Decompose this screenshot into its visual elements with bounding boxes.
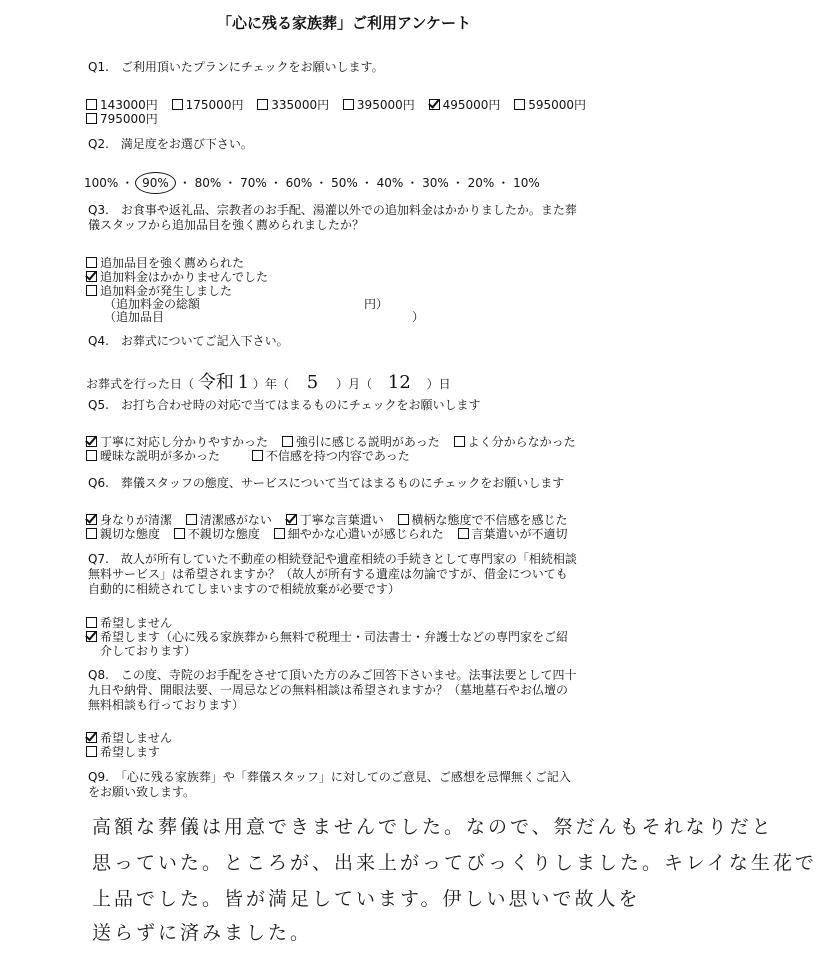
q5-option-distrust[interactable]: 不信感を持つ内容であった <box>252 449 410 463</box>
q1-option-175000[interactable]: 175000円 <box>172 98 244 112</box>
q3-checkbox-extra-charged[interactable] <box>86 285 97 296</box>
q2-level-100[interactable]: 100% <box>84 176 119 190</box>
q5-checkbox-vague[interactable] <box>86 450 97 461</box>
q8-option-decline[interactable]: 希望しません <box>86 729 172 746</box>
q8-checkbox-request[interactable] <box>86 746 97 757</box>
q1-checkbox-175000[interactable] <box>172 99 183 110</box>
q5-checkbox-polite[interactable] <box>86 436 97 447</box>
q8-checkbox-decline[interactable] <box>86 732 97 743</box>
q4-year-label: ）年（ <box>252 377 289 391</box>
q5-option-vague[interactable]: 曖昧な説明が多かった <box>86 449 220 463</box>
q8-option-request[interactable]: 希望します <box>86 743 160 760</box>
q1-option-395000[interactable]: 395000円 <box>343 98 415 112</box>
q1-checkbox-335000[interactable] <box>257 99 268 110</box>
q3-question-line2: 儀スタッフから追加品目を強く薦められましたか？ <box>88 218 365 232</box>
q5-checkbox-unclear[interactable] <box>454 436 465 447</box>
q2-level-90-selected[interactable]: 90% <box>135 172 176 194</box>
q4-day-input[interactable]: 12 <box>387 372 411 393</box>
q2-question: Q2. 満足度をお選び下さい。 <box>88 137 253 151</box>
q6-checkbox-considerate[interactable] <box>274 528 285 539</box>
q4-month-label: ）月（ <box>336 377 373 391</box>
q6-checkbox-clean[interactable] <box>86 514 97 525</box>
q3-option-no-extra[interactable]: 追加料金はかかりませんでした <box>86 268 268 285</box>
q3-option-extra-charged[interactable]: 追加料金が発生しました <box>86 282 232 299</box>
q6-option-clean[interactable]: 身なりが清潔 <box>86 513 172 527</box>
q4-year-input[interactable]: 1 <box>237 372 250 393</box>
q4-day-label: ）日 <box>426 377 451 391</box>
q5-checkbox-distrust[interactable] <box>252 450 263 461</box>
q9-answer-line2[interactable]: 思っていた。ところが、出来上がってびっくりしました。キレイな生花で <box>92 852 817 874</box>
q1-checkbox-595000[interactable] <box>514 99 525 110</box>
q6-question: Q6. 葬儀スタッフの態度、サービスについて当てはまるものにチェックをお願いします <box>88 476 565 490</box>
q1-option-595000[interactable]: 595000円 <box>514 98 586 112</box>
q2-level-70[interactable]: 70% <box>240 176 267 190</box>
q2-satisfaction-scale: 100% ・ 90% ・ 80% ・ 70% ・ 60% ・ 50% ・ 40% ・ 30% ・ 20% ・ 10% <box>84 174 543 191</box>
q4-question: Q4. お葬式についてご記入下さい。 <box>88 334 289 348</box>
q6-checkbox-arrogant[interactable] <box>398 514 409 525</box>
q6-options-row2 <box>86 525 578 542</box>
q9-answer-line3[interactable]: 上品でした。皆が満足しています。伊しい思いで故人を <box>92 888 641 910</box>
q2-level-20[interactable]: 20% <box>467 176 495 190</box>
q7-checkbox-decline[interactable] <box>86 617 97 628</box>
q6-option-unclean[interactable]: 清潔感がない <box>186 513 272 527</box>
q3-items-close: ） <box>412 310 425 324</box>
q4-era-input[interactable]: 令和 <box>197 372 234 393</box>
q6-option-considerate[interactable]: 細やかな心遣いが感じられた <box>274 527 444 541</box>
q7-question-line3: 自動的に相続されてしまいますので相続放棄が必要です） <box>88 582 401 596</box>
q2-level-10[interactable]: 10% <box>513 176 540 190</box>
q8-question-line1: Q8. この度、寺院のお手配をさせて頂いた方のみご回答下さいませ。法事法要として四十 <box>88 668 577 682</box>
q6-option-polite-speech[interactable]: 丁寧な言葉遣い <box>286 513 384 527</box>
survey-title: 「心に残る家族葬」ご利用アンケート <box>216 14 472 32</box>
q6-option-improper-speech[interactable]: 言葉遣いが不適切 <box>458 527 568 541</box>
q3-total-unit: 円） <box>364 297 389 311</box>
q7-option-request[interactable]: 希望します（心に残る家族葬から無料で税理士・司法書士・弁護士などの専門家をご紹 <box>86 628 568 645</box>
q1-option-495000[interactable]: 495000円 <box>429 98 501 112</box>
q1-question: Q1. ご利用頂いたプランにチェックをお願いします。 <box>88 60 384 74</box>
q9-question-line1: Q9. 「心に残る家族葬」や「葬儀スタッフ」に対してのご意見、ご感想を忌憚無くご記入 <box>88 770 571 784</box>
q7-checkbox-request[interactable] <box>86 631 97 642</box>
q1-option-143000[interactable]: 143000円 <box>86 98 158 112</box>
q1-option-335000[interactable]: 335000円 <box>257 98 329 112</box>
q2-level-80[interactable]: 80% <box>194 176 222 190</box>
q3-checkbox-recommended[interactable] <box>86 257 97 268</box>
q4-date-row <box>86 368 451 394</box>
q3-total-label: （追加料金の総額 <box>104 297 201 311</box>
q4-month-input[interactable]: 5 <box>306 372 319 393</box>
q9-answer-line1[interactable]: 高額な葬儀は用意できませんでした。なので、祭だんもそれなりだと <box>92 816 774 838</box>
q6-checkbox-kind[interactable] <box>86 528 97 539</box>
q5-option-polite[interactable]: 丁寧に対応し分かりやすかった <box>86 435 268 449</box>
q1-option-795000[interactable]: 795000円 <box>86 112 158 126</box>
q4-date-label: お葬式を行った日（ <box>86 377 195 391</box>
q1-checkbox-495000[interactable] <box>429 99 440 110</box>
q1-checkbox-143000[interactable] <box>86 99 97 110</box>
q8-question-line2: 九日や納骨、開眼法要、一周忌などの無料相談は希望されますか？（墓地墓石やお仏壇の <box>88 683 569 697</box>
q3-items-label: （追加品目 <box>104 310 165 324</box>
q7-option-request-cont: 介しております） <box>100 644 197 658</box>
q9-answer-line4[interactable]: 送らずに済みました。 <box>92 922 313 944</box>
q6-option-kind[interactable]: 親切な態度 <box>86 527 160 541</box>
q6-checkbox-unclean[interactable] <box>186 514 197 525</box>
q5-options-row2 <box>86 447 420 464</box>
q5-question: Q5. お打ち合わせ時の対応で当てはまるものにチェックをお願いします <box>88 398 481 412</box>
q2-level-60[interactable]: 60% <box>285 176 313 190</box>
q6-option-unkind[interactable]: 不親切な態度 <box>174 527 260 541</box>
q2-level-50[interactable]: 50% <box>331 176 358 190</box>
q5-checkbox-pushy[interactable] <box>282 436 293 447</box>
q7-question-line2: 無料サービス」は希望されますか？（故人が所有する遺産は勿論ですが、借金についても <box>88 567 568 581</box>
q6-checkbox-unkind[interactable] <box>174 528 185 539</box>
q7-question-line1: Q7. 故人が所有していた不動産の相続登記や遺産相続の手続きとして専門家の「相続相談 <box>88 552 577 566</box>
q6-option-arrogant[interactable]: 横柄な態度で不信感を感じた <box>398 513 568 527</box>
q2-level-30[interactable]: 30% <box>422 176 449 190</box>
q6-checkbox-improper-speech[interactable] <box>458 528 469 539</box>
q3-checkbox-no-extra[interactable] <box>86 271 97 282</box>
q2-level-40[interactable]: 40% <box>376 176 404 190</box>
q8-question-line3: 無料相談も行っております） <box>88 698 245 712</box>
q5-option-unclear[interactable]: よく分からなかった <box>454 435 576 449</box>
q3-question-line1: Q3. お食事や返礼品、宗教者のお手配、湯灌以外での追加料金はかかりましたか。また葬 <box>88 203 577 217</box>
q6-checkbox-polite-speech[interactable] <box>286 514 297 525</box>
q1-checkbox-395000[interactable] <box>343 99 354 110</box>
q3-option-recommended[interactable]: 追加品目を強く薦められた <box>86 254 244 271</box>
q7-option-decline[interactable]: 希望しません <box>86 614 172 631</box>
q9-question-line2: をお願い致します。 <box>88 785 196 799</box>
q1-checkbox-795000[interactable] <box>86 113 97 124</box>
q5-option-pushy[interactable]: 強引に感じる説明があった <box>282 435 440 449</box>
q1-options-row2 <box>86 110 168 127</box>
